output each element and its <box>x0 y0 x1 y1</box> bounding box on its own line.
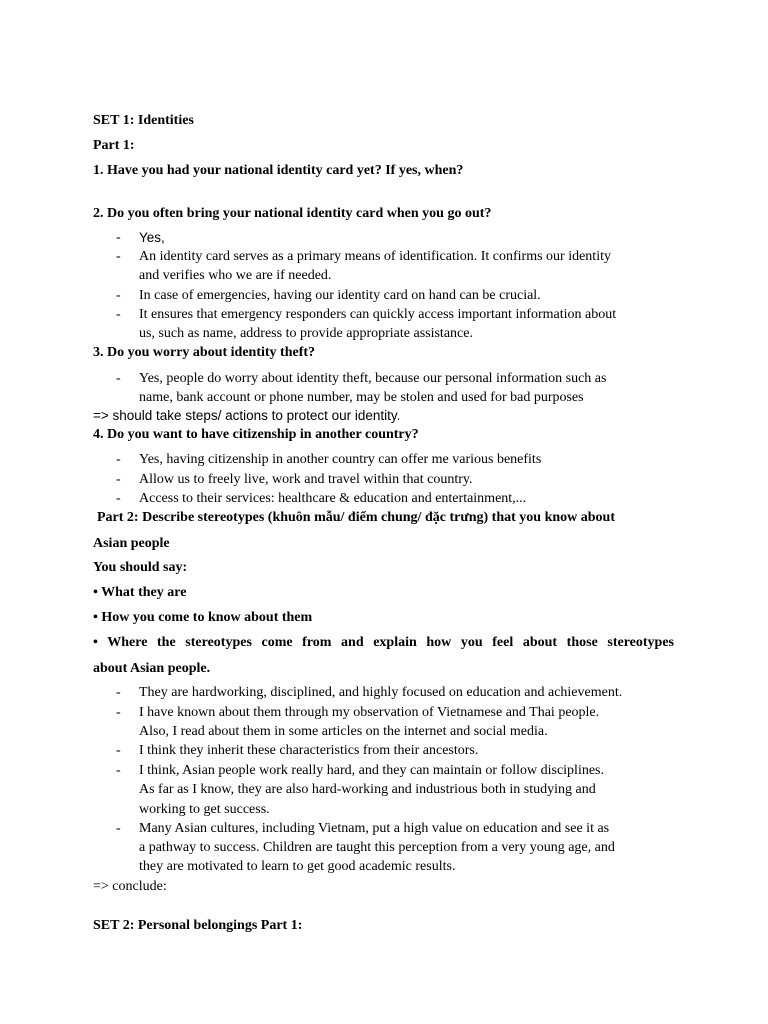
question-1: 1. Have you had your national identity card yet? If yes, when? <box>93 163 464 178</box>
q3-answer-1-cont: name, bank account or phone number, may be stolen and used for bad purposes <box>139 390 584 405</box>
q2-answer-4-cont: us, such as name, address to provide appropriate assistance. <box>139 326 473 341</box>
p2-answer-2: I have known about them through my observation of Vietnamese and Thai people. <box>139 705 600 720</box>
p2-answer-1: They are hardworking, disciplined, and highly focused on education and achievement. <box>139 685 623 700</box>
q4-answer-1: Yes, having citizenship in another country can offer me various benefits <box>139 452 542 467</box>
part1-label: Part 1: <box>93 138 135 153</box>
p2-answer-4: I think, Asian people work really hard, and they can maintain or follow disciplines. <box>139 763 604 778</box>
bullet-what: • What they are <box>93 585 187 600</box>
list-dash: - <box>116 491 121 506</box>
bullet-how: • How you come to know about them <box>93 610 313 625</box>
q2-answer-3: In case of emergencies, having our identity card on hand can be crucial. <box>139 288 541 303</box>
bullet-where: • Where the stereotypes come from and explain how you feel about those stereotypes <box>93 635 674 650</box>
conclude-line: => conclude: <box>93 879 167 894</box>
q2-answer-2: An identity card serves as a primary means of identification. It confirms our identity <box>139 249 611 264</box>
you-should-say: You should say: <box>93 560 188 575</box>
q2-answer-1: Yes, <box>139 230 165 245</box>
p2-answer-2-cont: Also, I read about them in some articles on the internet and social media. <box>139 724 548 739</box>
list-dash: - <box>116 821 121 836</box>
part2-title-cont: Asian people <box>93 536 170 551</box>
list-dash: - <box>116 763 121 778</box>
list-dash: - <box>116 743 121 758</box>
q4-answer-2: Allow us to freely live, work and travel within that country. <box>139 472 473 487</box>
q4-answer-3: Access to their services: healthcare & education and entertainment,... <box>139 491 527 506</box>
list-dash: - <box>116 371 121 386</box>
list-dash: - <box>116 685 121 700</box>
question-4: 4. Do you want to have citizenship in another country? <box>93 427 419 442</box>
q3-conclusion: => should take steps/ actions to protect our identity. <box>93 408 401 423</box>
list-dash: - <box>116 307 121 322</box>
p2-answer-5-cont2: they are motivated to learn to get good academic results. <box>139 859 456 874</box>
part2-title: Part 2: Describe stereotypes (khuôn mẫu/ điểm chung/ đặc trưng) that you know about <box>97 510 615 525</box>
list-dash: - <box>116 288 121 303</box>
list-dash: - <box>116 452 121 467</box>
set1-title: SET 1: Identities <box>93 113 194 128</box>
q3-answer-1: Yes, people do worry about identity theft, because our personal information such as <box>139 371 607 386</box>
question-3: 3. Do you worry about identity theft? <box>93 345 316 360</box>
q2-answer-2-cont: and verifies who we are if needed. <box>139 268 332 283</box>
list-dash: - <box>116 230 121 245</box>
bullet-where-cont: about Asian people. <box>93 661 211 676</box>
question-2: 2. Do you often bring your national identity card when you go out? <box>93 206 492 221</box>
p2-answer-4-cont2: working to get success. <box>139 802 270 817</box>
list-dash: - <box>116 472 121 487</box>
p2-answer-4-cont: As far as I know, they are also hard-working and industrious both in studying and <box>139 782 596 797</box>
p2-answer-5: Many Asian cultures, including Vietnam, put a high value on education and see it as <box>139 821 610 836</box>
list-dash: - <box>116 705 121 720</box>
p2-answer-3: I think they inherit these characteristics from their ancestors. <box>139 743 479 758</box>
q2-answer-4: It ensures that emergency responders can quickly access important information about <box>139 307 617 322</box>
set2-title: SET 2: Personal belongings Part 1: <box>93 918 303 933</box>
list-dash: - <box>116 249 121 264</box>
p2-answer-5-cont: a pathway to success. Children are taught this perception from a very young age, and <box>139 840 615 855</box>
